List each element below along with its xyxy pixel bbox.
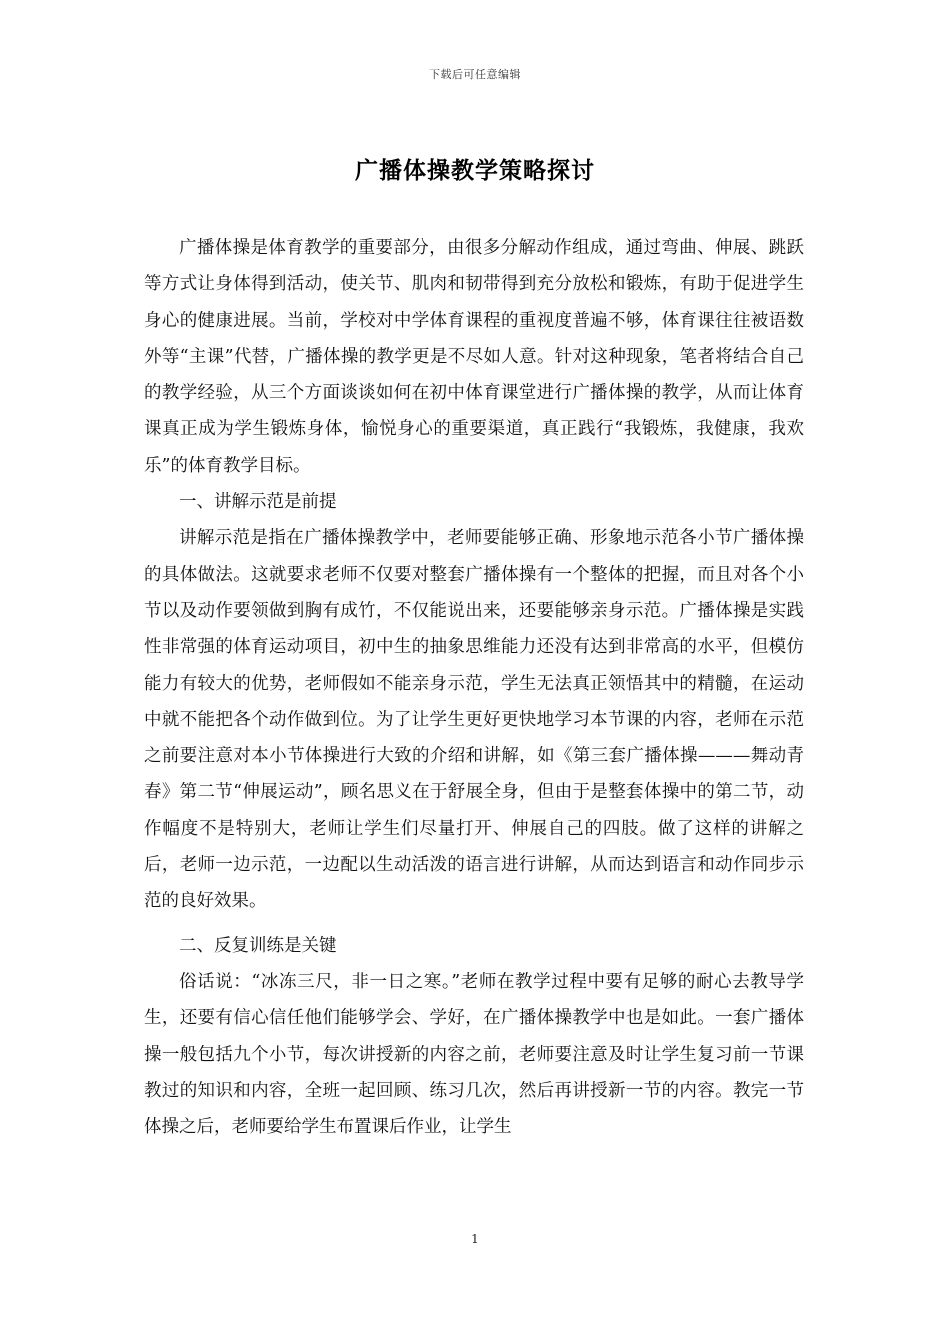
section-paragraph-2: 俗话说：“冰冻三尺，非一日之寒。”老师在教学过程中要有足够的耐心去教导学生，还要有信心信任他们能够学会、学好，在广播体操教学中也是如此。一套广播体操一般包括九个小节，每次讲授新的内容之前，老师要注意及时让学生复习前一节课教过的知识和内容，全班一起回顾、练习几次，然后再讲授新一节的内容。教完一节体操之后，老师要给学生布置课后作业，让学生	[144, 971, 804, 1138]
section-paragraph-1: 讲解示范是指在广播体操教学中，老师要能够正确、形象地示范各小节广播体操的具体做法。这就要求老师不仅要对整套广播体操有一个整体的把握，而且对各个小节以及动作要领做到胸有成竹，不仅能说出来，还要能够亲身示范。广播体操是实践性非常强的体育运动项目，初中生的抽象思维能力还没有达到非常高的水平，但模仿能力有较大的优势，老师假如不能亲身示范，学生无法真正领悟其中的精髓，在运动中就不能把各个动作做到位。为了让学生更好更快地学习本节课的内容，老师在示范之前要注意对本小节体操进行大致的介绍和讲解，如《第三套广播体操———舞动青春》第二节“伸展运动”，顾名思义在于舒展全身，但由于是整套体操中的第二节，动作幅度不是特别大，老师让学生们尽量打开、伸展自己的四肢。做了这样的讲解之后，老师一边示范，一边配以生动活泼的语言进行讲解，从而达到语言和动作同步示范的良好效果。	[144, 528, 804, 912]
document-body	[144, 230, 804, 1145]
intro-paragraph: 广播体操是体育教学的重要部分，由很多分解动作组成，通过弯曲、伸展、跳跃等方式让身体得到活动，使关节、肌肉和韧带得到充分放松和锻炼，有助于促进学生身心的健康进展。当前，学校对中学体育课程的重视度普遍不够，体育课往往被语数外等“主课”代替，广播体操的教学更是不尽如人意。针对这种现象，笔者将结合自己的教学经验，从三个方面谈谈如何在初中体育课堂进行广播体操的教学，从而让体育课真正成为学生锻炼身体，愉悦身心的重要渠道，真正践行“我锻炼，我健康，我欢乐”的体育教学目标。	[144, 238, 804, 476]
document-title: 广播体操教学策略探讨	[355, 157, 595, 184]
section-heading-2: 二、反复训练是关键	[179, 935, 337, 956]
section-heading-1: 一、讲解示范是前提	[179, 492, 337, 513]
page-header-note: 下载后可任意编辑	[429, 68, 521, 81]
page-number: 1	[471, 1232, 479, 1246]
